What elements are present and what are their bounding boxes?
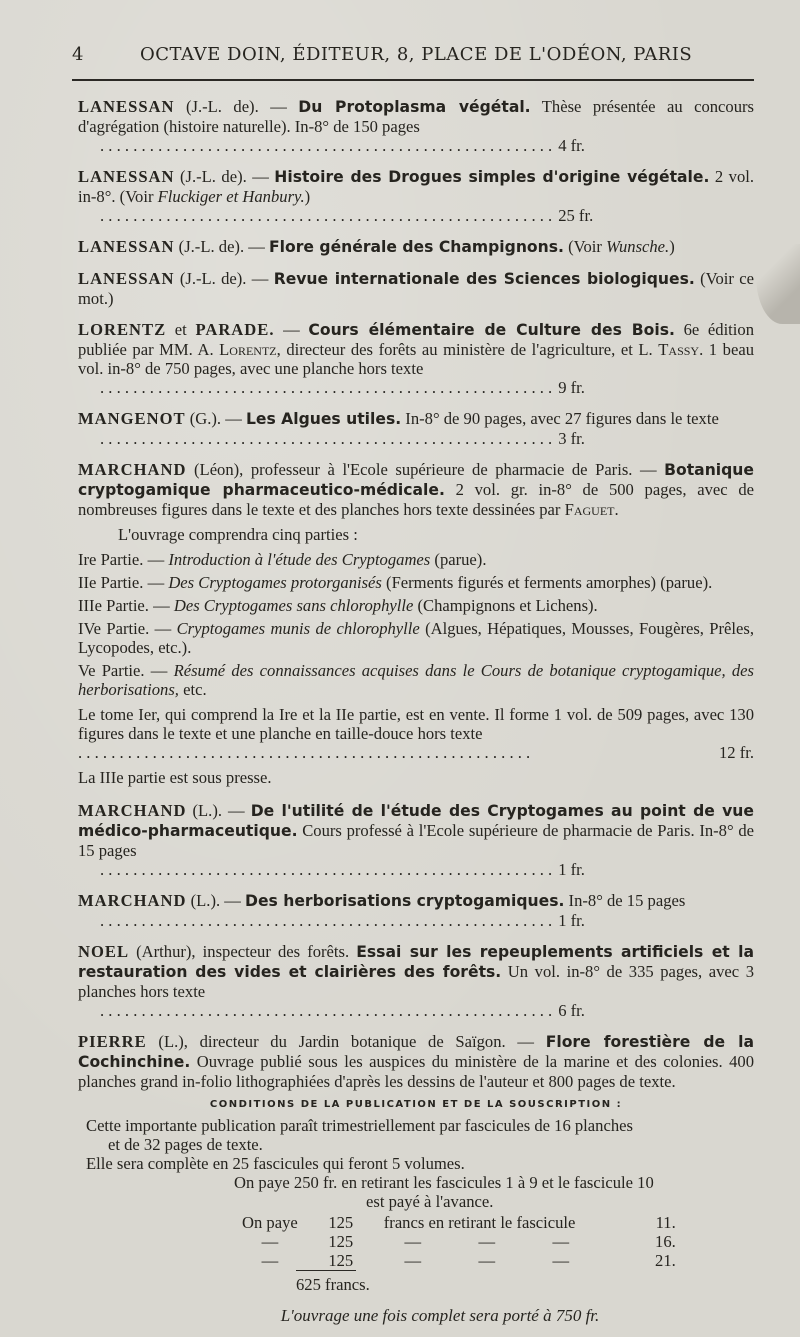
catalog-entry	[78, 269, 754, 308]
payment-terms	[86, 1173, 754, 1211]
entry-author: LANESSAN	[78, 269, 175, 288]
price-row	[78, 860, 754, 879]
catalog-entry	[78, 97, 754, 155]
editor-name: Lorentz	[219, 340, 277, 359]
entry-text: Un vol. in-8° de 335 pages, avec 3 planches hors texte	[78, 962, 755, 1001]
entry-price: 3 fr.	[558, 429, 585, 448]
entry-title: Les Algues utiles.	[245, 410, 402, 428]
part-item: IVe Partie. — Cryptogames munis de chlorophylle (Algues, Hépatiques, Mousses, Fougères, Prêles, Lycopodes, etc.).	[78, 619, 755, 657]
table-row: On paye 125 francs en retirant le fascicule 11.	[242, 1213, 676, 1232]
entry-author: LANESSAN	[78, 97, 175, 116]
entry-title: De l'utilité de l'étude des Cryptogames au point de vue médico-pharmaceutique.	[78, 802, 754, 840]
entry-author-ext: (J.-L. de). —	[174, 97, 299, 116]
catalog-entry	[78, 942, 754, 1020]
price-row	[78, 429, 754, 448]
entry-title: Botanique cryptogamique pharmaceutico-médicale.	[78, 461, 754, 499]
entries-list	[78, 97, 754, 1325]
entry-text: In-8° de 15 pages	[564, 891, 686, 910]
catalog-entry	[78, 409, 754, 448]
editor-name: Tassy	[658, 340, 700, 359]
price-row	[78, 206, 754, 225]
page-tear	[756, 244, 800, 324]
entry-author: LANESSAN	[78, 237, 175, 256]
catalog-entry: LORENTZ et PARADE. — Cours élémentaire de Culture des Bois. 6e édition publiée par MM. A. Lorentz, directeur des forêts au ministère de l'agriculture, et L. Tassy. 1 beau vol. in-8° de 750 pages, avec une planche hors texte . . .9 fr.	[78, 320, 754, 397]
conditions-heading: CONDITIONS DE LA PUBLICATION ET DE LA SOUSCRIPTION :	[209, 1099, 623, 1110]
conditions-text: et de 32 pages de texte.	[108, 1135, 263, 1154]
entry-price: 9 fr.	[558, 378, 585, 397]
entry-author: MARCHAND	[78, 460, 187, 479]
conditions-text: On paye 250 fr. en retirant les fascicules 1 à 9 et le fascicule 10	[234, 1173, 654, 1192]
entry-text: Ouvrage publié sous les auspices du ministère de la marine et des colonies. 400 planches grand in-folio lithographiées d'après les dessins de l'auteur et 800 pages de texte.	[78, 1052, 754, 1091]
entry-reference: Wunsche.	[606, 237, 670, 256]
entry-price: 1 fr.	[558, 911, 585, 930]
tome-price: 12 fr.	[718, 743, 754, 762]
entry-title: Des herborisations cryptogamiques.	[245, 892, 565, 910]
entry-text: 2 vol. in-8°. (Voir	[78, 167, 754, 206]
part-item: IIe Partie. — Des Cryptogames protorganisés (Ferments figurés et ferments amorphes) (parue).	[78, 573, 713, 592]
running-title: OCTAVE DOIN, ÉDITEUR, 8, PLACE DE L'ODÉON, PARIS	[140, 44, 693, 65]
entry-title: Revue internationale des Sciences biologiques.	[273, 270, 695, 288]
entry-title: Histoire des Drogues simples d'origine végétale.	[274, 168, 710, 186]
entry-title: Cours élémentaire de Culture des Bois.	[308, 321, 675, 339]
entry-author-ext: (L.), directeur du Jardin botanique de Saïgon. —	[146, 1032, 546, 1051]
page-header	[72, 44, 754, 81]
catalog-entry: LANESSAN (J.-L. de). — Histoire des Drogues simples d'origine végétale. 2 vol. in-8°. (Voir Fluckiger et Hanbury.) . . .25 fr.	[78, 167, 754, 225]
entry-text: Cours professé à l'Ecole supérieure de pharmacie de Paris. In-8° de 15 pages	[78, 821, 754, 860]
entry-author: MARCHAND	[78, 801, 187, 820]
entry-author-ext: (J.-L. de). —	[174, 269, 274, 288]
parts-intro: L'ouvrage comprendra cinq parties :	[118, 525, 358, 544]
part-item: IIIe Partie. — Des Cryptogames sans chlorophylle (Champignons et Lichens).	[78, 596, 598, 615]
entry-author-ext: (Arthur), inspecteur des forêts.	[129, 942, 357, 961]
payment-total: 625 francs.	[296, 1270, 356, 1294]
entry-author: LANESSAN	[78, 167, 175, 186]
final-price-note: L'ouvrage une fois complet sera porté à 750 fr.	[280, 1306, 600, 1325]
entry-price: 25 fr.	[558, 206, 594, 225]
catalog-entry: LANESSAN (J.-L. de). — Flore générale des Champignons. (Voir Wunsche.)	[78, 237, 675, 256]
entry-author-ext: (G.). —	[185, 409, 246, 428]
table-row: — 125 — — — 16.	[261, 1232, 676, 1251]
price-row	[78, 911, 754, 930]
entry-price: 1 fr.	[558, 860, 585, 879]
entry-price: 6 fr.	[558, 1001, 585, 1020]
catalog-entry	[78, 891, 754, 930]
entry-title: Flore forestière de la Cochinchine.	[78, 1033, 754, 1071]
price-row	[78, 1001, 754, 1020]
tome-note: Le tome Ier, qui comprend la Ire et la IIe partie, est en vente. Il forme 1 vol. de 509 pages, avec 130 figures dans le texte et une planche en taille-douce hors texte . . . 12 fr.	[78, 705, 754, 762]
price-row	[78, 743, 754, 762]
catalog-entry	[78, 801, 754, 879]
entry-title: Flore générale des Champignons.	[269, 238, 564, 256]
illustrator-name: Faguet	[564, 500, 615, 519]
part-item: Ire Partie. — Introduction à l'étude des Cryptogames (parue).	[78, 550, 487, 569]
entry-text: Thèse présentée au concours d'agrégation (histoire naturelle). In-8° de 150 pages	[78, 97, 754, 136]
entry-price: 4 fr.	[558, 136, 585, 155]
table-row: — 125 — — — 21.	[261, 1251, 676, 1270]
part-item: Ve Partie. — Résumé des connaissances acquises dans le Cours de botanique cryptogamique, des herborisations, etc.	[78, 661, 755, 699]
entry-author-2: PARADE.	[195, 320, 275, 339]
conditions-text: est payé à l'avance.	[366, 1192, 494, 1211]
entry-text: (Voir	[563, 237, 607, 256]
price-row	[78, 378, 754, 397]
conditions-text: Cette importante publication paraît trimestriellement par fascicules de 16 planches	[86, 1116, 633, 1135]
entry-reference: Fluckiger et Hanbury.	[157, 187, 305, 206]
catalog-entry	[78, 1032, 754, 1091]
entry-author: NOEL	[78, 942, 130, 961]
payment-schedule	[234, 1213, 684, 1270]
entry-text: 6e édition publiée par MM. A.	[78, 320, 754, 359]
page-number: 4	[72, 44, 84, 65]
catalog-entry: MARCHAND (Léon), professeur à l'Ecole supérieure de pharmacie de Paris. — Botanique cryptogamique pharmaceutico-médicale. 2 vol. gr. in-8° de 500 pages, avec de nombreuses figures dans le texte et des planches hors texte dessinées par Faguet.	[78, 460, 754, 519]
entry-title: Du Protoplasma végétal.	[298, 98, 531, 116]
press-note: La IIIe partie est sous presse.	[78, 768, 272, 787]
entry-author-ext: (L.). —	[186, 801, 251, 820]
entry-author: MANGENOT	[78, 409, 186, 428]
entry-author: MARCHAND	[78, 891, 187, 910]
entry-author-ext: (J.-L. de). —	[174, 167, 275, 186]
entry-author-ext: (L.). —	[186, 891, 246, 910]
conditions-text: Elle sera complète en 25 fascicules qui feront 5 volumes.	[86, 1154, 465, 1173]
entry-text: In-8° de 90 pages, avec 27 figures dans le texte	[401, 409, 719, 428]
entry-text: 2 vol. gr. in-8° de 500 pages, avec de nombreuses figures dans le texte et des planches hors texte dessinées par	[78, 480, 754, 519]
entry-text: (Voir ce mot.)	[78, 269, 754, 308]
entry-author: PIERRE	[78, 1032, 147, 1051]
entry-author: LORENTZ	[78, 320, 167, 339]
entry-title: Essai sur les repeuplements artificiels et la restauration des vides et clairières des forêts.	[78, 943, 755, 981]
parts-section	[78, 525, 754, 787]
price-row	[78, 136, 754, 155]
conditions-section	[86, 1116, 754, 1325]
entry-author-ext: (J.-L. de). —	[174, 237, 269, 256]
entry-author-ext: (Léon), professeur à l'Ecole supérieure de pharmacie de Paris. —	[186, 460, 665, 479]
